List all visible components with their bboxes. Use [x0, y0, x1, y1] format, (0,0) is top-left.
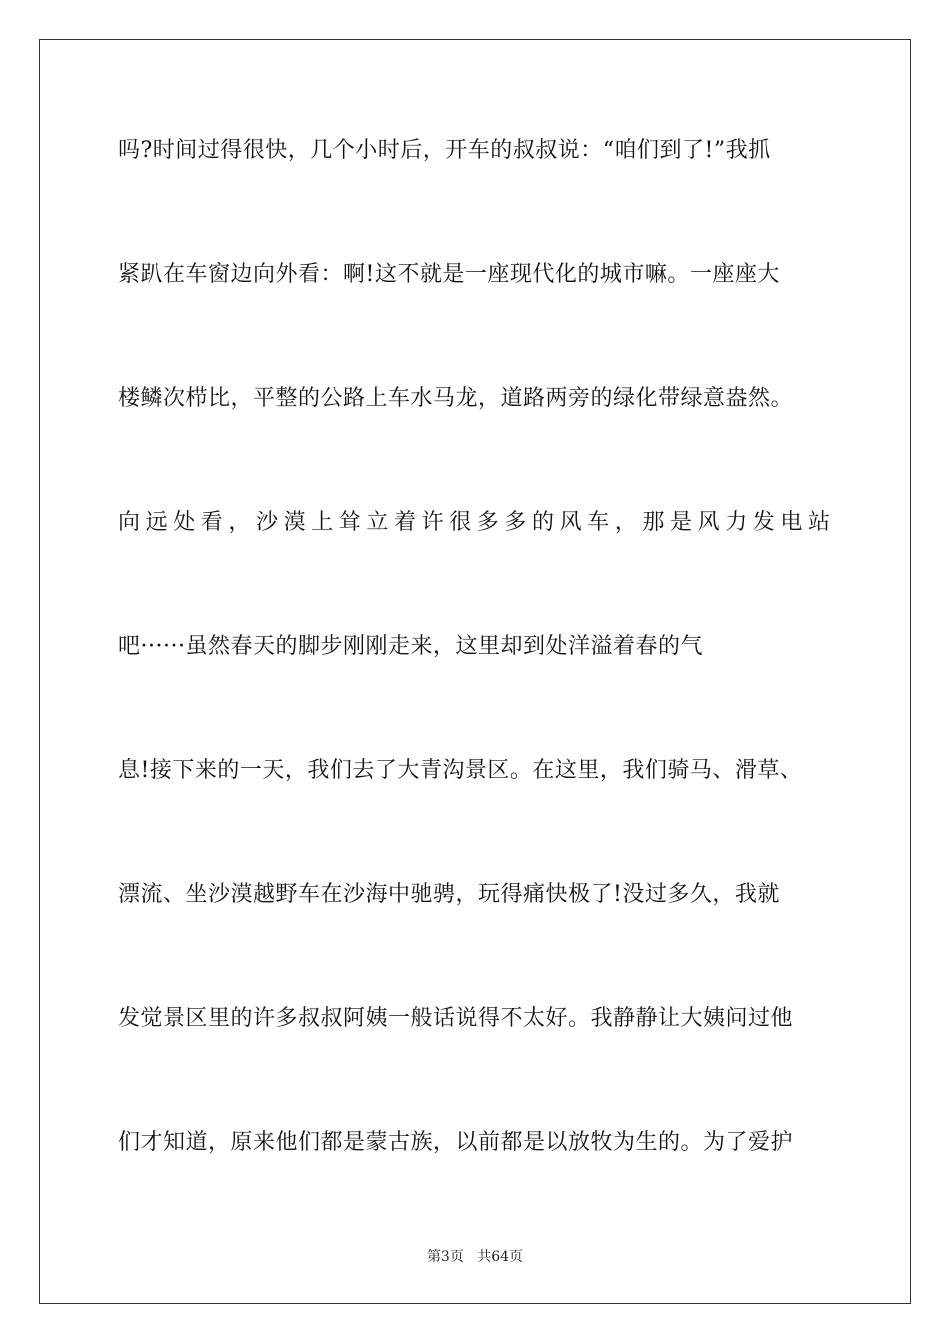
page-number: 第3页: [426, 1249, 464, 1265]
body-text-line: 漂流、坐沙漠越野车在沙海中驰骋，玩得痛快极了!没过多久，我就: [118, 882, 780, 907]
body-text-line: 向远处看，沙漠上耸立着许很多多的风车，那是风力发电站: [118, 510, 836, 535]
body-text-line: 紧趴在车窗边向外看：啊!这不就是一座现代化的城市嘛。一座座大: [118, 262, 780, 287]
body-text-line: 们才知道，原来他们都是蒙古族，以前都是以放牧为生的。为了爱护: [118, 1130, 794, 1155]
body-text-line: 息!接下来的一天，我们去了大青沟景区。在这里，我们骑马、滑草、: [118, 758, 803, 783]
body-text-line: 发觉景区里的许多叔叔阿姨一般话说得不太好。我静静让大姨问过他: [118, 1006, 794, 1031]
page-total: 共64页: [477, 1249, 524, 1265]
page-border: [39, 39, 911, 1304]
body-text-line: 吧······虽然春天的脚步刚刚走来，这里却到处洋溢着春的气: [118, 634, 703, 659]
page-footer: [0, 1248, 950, 1266]
body-text-line: 楼鳞次栉比，平整的公路上车水马龙，道路两旁的绿化带绿意盎然。: [118, 386, 794, 411]
body-text-line: 吗?时间过得很快，几个小时后，开车的叔叔说：“咱们到了!”我抓: [118, 138, 771, 163]
